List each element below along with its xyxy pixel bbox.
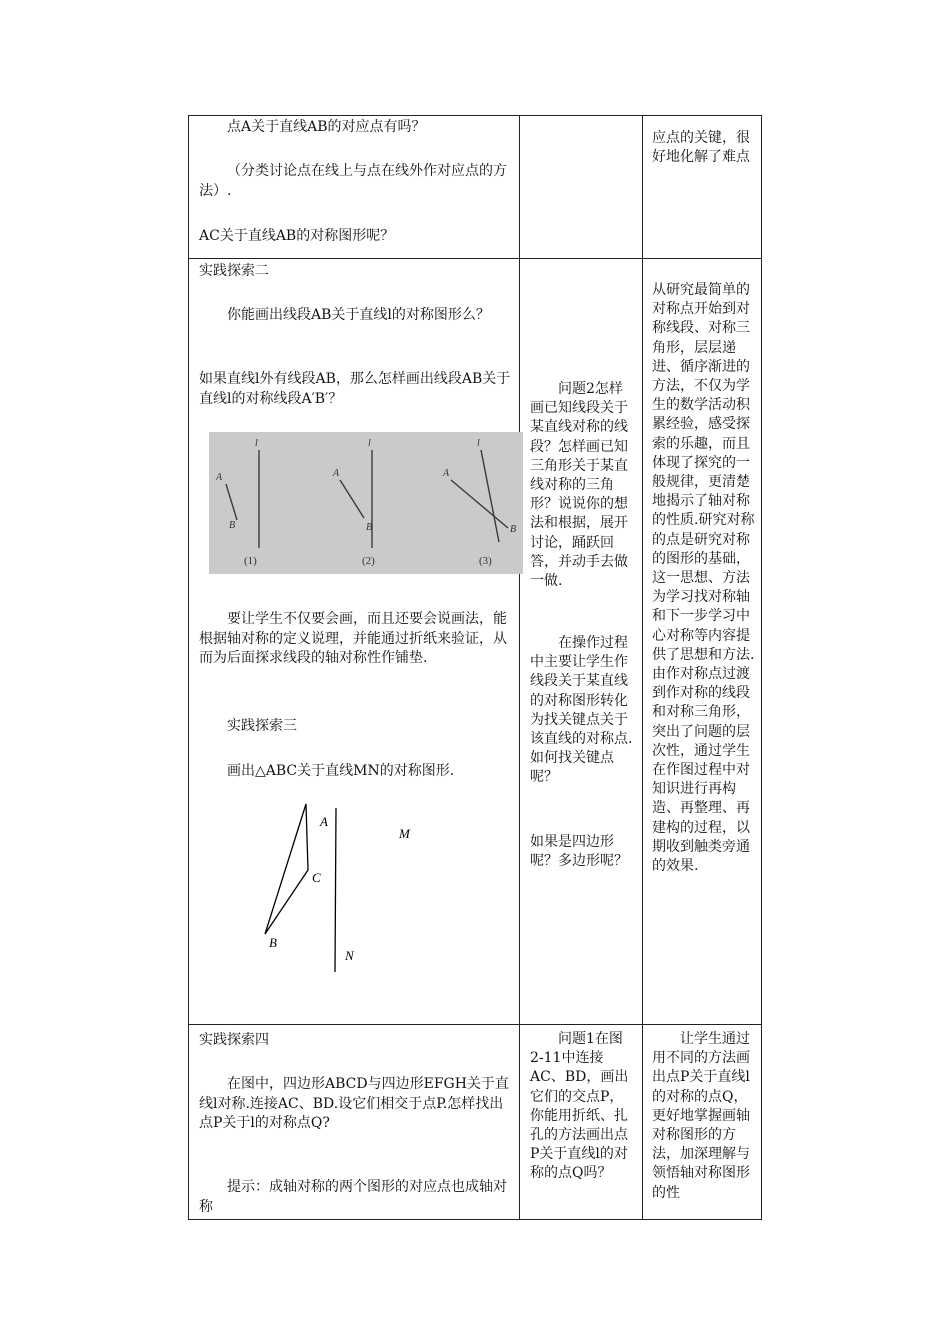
line-mn <box>335 808 336 972</box>
row1-intent-text: 应点的关键，很好地化解了难点 <box>652 130 750 166</box>
fig1-segment-ab <box>226 484 237 520</box>
row2-intent-text: 从研究最简单的对称点开始到对称线段、对称三角形，层层递进、循序渐进的方法，不仅为学生的数学活动积累经验，感受探索的乐趣，而且体现了探究的一般规律，更清楚地揭示了轴对称的性质.研究对称的点是研究对称的图形的基础，这一思想、方法为学习找对称轴和下一步学习中心对称等内容提供了思想和方法.由作对称点过渡到作对称的线段和对称三角形，突出了问题的层次性，通过学生在作图过程中对知识进行再构造、再整理、再建构的过程，以期收到触类旁通的效果. <box>652 282 755 875</box>
row3-question-text: 问题1在图2-11中连接AC、BD，画出它们的交点P，你能用折纸、扎孔的方法画出点P关于直线l的对称的点Q吗？ <box>530 1031 629 1182</box>
fig3-segment-ab <box>451 480 508 528</box>
table-border-right <box>761 115 762 1220</box>
row1-question-corresponding-point: 点A关于直线AB的对应点有吗？ <box>227 119 426 135</box>
fig2-label-b: B <box>366 522 373 533</box>
row2-subheading-explore-three: 实践探索三 <box>227 718 297 734</box>
row2-teaching-note: 要让学生不仅要会画，而且还要会说画法，能根据轴对称的定义说理，并能通过折纸来验证，从而为后面探求线段的轴对称性作铺垫. <box>199 611 507 666</box>
fig2-label-l: l <box>368 438 371 449</box>
row3-hint: 提示：成轴对称的两个图形的对应点也成轴对称 <box>199 1179 507 1215</box>
fig1-label-b: B <box>229 520 236 531</box>
table-border-left <box>188 115 189 1220</box>
fig1-label-a: A <box>216 472 223 483</box>
row3-heading: 实践探索四 <box>199 1032 269 1048</box>
table-row-divider-2 <box>188 1024 762 1025</box>
line-label-m: M <box>399 826 410 841</box>
row2-operation-note: 在操作过程中主要让学生作线段关于某直线的对称图形转化为找关键点关于该直线的对称点.如何找关键点呢？ <box>530 635 633 786</box>
line-label-n: N <box>345 948 354 963</box>
fig3-line-l <box>481 450 499 542</box>
fig3-label-l: l <box>477 438 480 449</box>
triangle-label-b: B <box>269 935 277 950</box>
row2-task-triangle: 画出△ABC关于直线MN的对称图形. <box>227 763 455 779</box>
row2-question-segment: 你能画出线段AB关于直线l的对称图形么？ <box>227 307 490 323</box>
segment-figure-drawing <box>209 432 523 574</box>
row1-classification-note: （分类讨论点在线上与点在线外作对应点的方法）. <box>199 163 507 199</box>
table-row-divider-1 <box>188 258 762 259</box>
table-column-divider-2 <box>642 115 643 1220</box>
triangle-abc <box>265 804 308 934</box>
fig2-caption: (2) <box>362 555 375 567</box>
table-border-top <box>188 115 762 116</box>
row2-polygon-question: 如果是四边形呢？多边形呢？ <box>530 834 628 870</box>
triangle-label-c: C <box>312 870 321 885</box>
fig1-label-l: l <box>255 438 258 449</box>
row2-question-outside-line: 如果直线l外有线段AB，那么怎样画出线段AB关于直线l的对称线段A′B′？ <box>199 371 511 407</box>
triangle-mn-figure <box>255 800 435 980</box>
fig3-label-a: A <box>443 468 450 479</box>
row3-intent-text: 让学生通过用不同的方法画出点P关于直线l的对称的点Q，更好地掌握画轴对称图形的方法，加深理解与领悟轴对称图形的性 <box>652 1031 750 1201</box>
triangle-label-a: A <box>320 814 328 829</box>
row2-question-text: 问题2怎样画已知线段关于某直线对称的线段？怎样画已知三角形关于某直线对称的三角形？说说你的想法和根据，展开讨论，踊跃回答，并动手去做一做. <box>530 381 628 590</box>
row2-heading: 实践探索二 <box>199 263 269 279</box>
fig3-label-b: B <box>510 524 517 535</box>
fig3-caption: (3) <box>479 555 492 567</box>
fig2-label-a: A <box>333 468 340 479</box>
row1-question-symmetric-figure: AC关于直线AB的对称图形呢？ <box>199 228 395 244</box>
table-column-divider-1 <box>519 115 520 1220</box>
segment-figure-photo <box>209 432 523 574</box>
row3-task-quadrilateral: 在图中，四边形ABCD与四边形EFGH关于直线l对称.连接AC、BD.设它们相交于点P.怎样找出点P关于l的对称点Q? <box>199 1076 509 1131</box>
fig1-caption: (1) <box>244 555 257 567</box>
fig2-segment-ab <box>340 480 364 518</box>
table-border-bottom <box>188 1219 762 1220</box>
